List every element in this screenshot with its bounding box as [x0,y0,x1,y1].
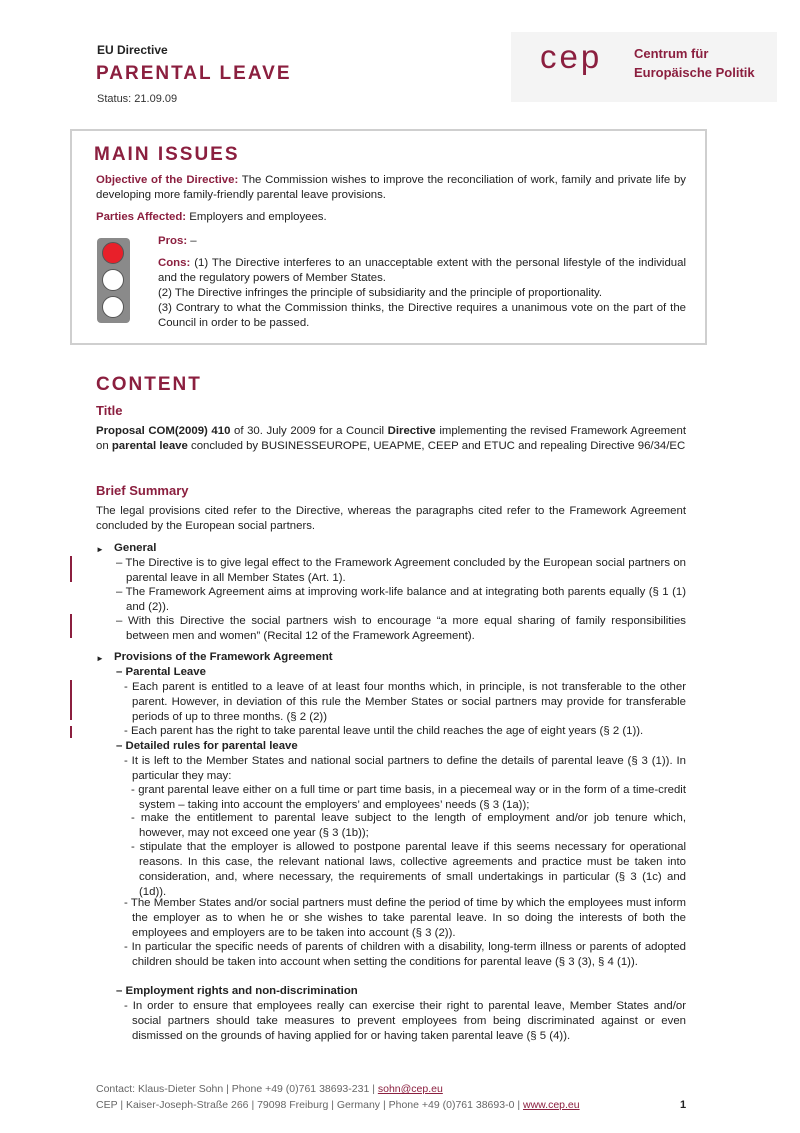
page-number: 1 [680,1099,687,1111]
main-issues-heading: MAIN ISSUES [94,144,240,165]
cons-label: Cons: [158,257,191,269]
cons-item-1: (1) The Directive interferes to an unacceptable extent with the personal lifestyle of the individual and the regulatory powers of Member States. [158,257,686,284]
pros-text: – [190,235,197,247]
pros-label: Pros: [158,235,188,247]
title-subheading: Title [96,403,123,418]
content-heading: CONTENT [96,374,202,395]
title-text-2: implementing the revised Framework Agreement on [96,425,687,452]
detailed-rules-subitem-b: - make the entitlement to parental leave subject to the length of employment and/or job tenure which, however, may not exceed one year (§ 3 (1b)); [131,812,686,839]
general-item-3: – With this Directive the social partners wish to encourage “a more equal sharing of family responsibilities between men and women” (Recital 12 of the Framework Agreement). [116,615,686,642]
detailed-rules-item-1: - It is left to the Member States and national social partners to define the details of parental leave (§ 3 (1)). In particular they may: [124,755,686,782]
change-bar [70,680,72,720]
bullet-triangle-icon: ► [96,545,104,554]
cep-logo: cep [540,38,603,75]
footer-address-text: CEP | Kaiser-Joseph-Straße 266 | 79098 Freiburg | Germany | Phone +49 (0)761 38693-0 | [96,1099,523,1111]
detailed-rules-subheading: – Detailed rules for parental leave [116,740,298,752]
objective-text: The Commission wishes to improve the reconciliation of work, family and private life by developing more family-friendly parental leave provisions. [96,174,686,201]
change-bar [70,726,72,738]
change-bar [70,556,72,582]
brief-summary-subheading: Brief Summary [96,483,189,498]
parental-leave-subheading: – Parental Leave [116,666,206,678]
organization-name-line1: Centrum für [634,46,709,61]
title-text-3: concluded by BUSINESSEUROPE, UEAPME, CEEP and ETUC and repealing Directive 96/34/EC [187,440,686,452]
cons-paragraph [158,256,686,331]
employment-rights-subheading: – Employment rights and non-discrimination [116,985,358,997]
objective-label: Objective of the Directive: [96,174,239,186]
amber-light-icon [102,269,124,291]
footer-contact-text: Contact: Klaus-Dieter Sohn | Phone +49 (0)761 38693-231 | [96,1083,378,1095]
title-parental-leave: parental leave [111,440,188,452]
contact-email-link[interactable]: sohn@cep.eu [377,1083,443,1095]
parental-leave-item-1: - Each parent is entitled to a leave of at least four months which, in principle, is not transferable to the other parent. However, in deviation of this rule the Member States or social partners may provide for transferable periods of up to three months. (§ 2 (2)) [124,681,686,723]
change-bar [70,614,72,638]
cons-item-2: (2) The Directive infringes the principle of subsidiarity and the principle of proportionality. [158,287,603,299]
red-light-icon [102,242,124,264]
document-title: PARENTAL LEAVE [96,63,292,84]
cons-item-3: (3) Contrary to what the Commission thinks, the Directive requires a unanimous vote on the part of the Council in order to be passed. [158,302,686,329]
organization-name-line2: Europäische Politik [634,65,755,80]
pros-paragraph [158,234,686,249]
detailed-rules-item-3: - In particular the specific needs of parents of children with a disability, long-term illness or parents of adopted children should be taken into account when setting the conditions for parental leave (§ 3 (3), § 4 (1)). [124,941,686,968]
objective-paragraph [96,173,686,203]
organization-name [634,44,755,82]
detailed-rules-item-2: - The Member States and/or social partners must define the period of time by which the employees must inform the employer as to when he or she wishes to take parental leave. In so doing the interests of both the employees and employers are to be taken into account (§ 3 (2)). [124,897,686,939]
bullet-triangle-icon: ► [96,654,104,663]
parties-paragraph [96,210,686,225]
detailed-rules-subitem-a: - grant parental leave either on a full time or part time basis, in a piecemeal way or in the form of a time-credit system – taking into account the employers’ and employees’ needs (§ 3 (1a)); [131,784,686,811]
detailed-rules-subitem-c: - stipulate that the employer is allowed to postpone parental leave if this seems necessary for operational reasons. In this case, the relevant national laws, collective agreements and practice must be taken into consideration, and, where necessary, the requirements of small undertakings in particular (§ 3 (1c) and (1d)). [131,841,686,898]
title-text-1: of 30. July 2009 for a Council [230,425,388,437]
proposal-reference: Proposal COM(2009) 410 [96,425,231,437]
summary-intro: The legal provisions cited refer to the Directive, whereas the paragraphs cited refer to the Framework Agreement concluded by the European social partners. [96,505,686,532]
document-kicker: EU Directive [97,43,168,57]
footer-contact-line [96,1083,443,1095]
provisions-heading: Provisions of the Framework Agreement [114,651,333,663]
title-directive: Directive [387,425,436,437]
general-heading: General [114,542,157,554]
parties-text: Employers and employees. [189,211,327,223]
parental-leave-item-2: - Each parent has the right to take parental leave until the child reaches the age of eight years (§ 2 (1)). [124,725,644,737]
employment-rights-item-1: - In order to ensure that employees really can exercise their right to parental leave, Member States and/or social partners should take measures to prevent employees from being discriminated against or even dismissed on the grounds of having applied for or having taken parental leave (§ 5 (4)). [124,1000,686,1042]
general-item-2: – The Framework Agreement aims at improving work-life balance and at integrating both parents equally (§ 1 (1) and (2)). [116,586,686,613]
parties-label: Parties Affected: [96,211,187,223]
website-link[interactable]: www.cep.eu [522,1099,580,1111]
general-item-1: – The Directive is to give legal effect to the Framework Agreement concluded by the European social partners on parental leave in all Member States (Art. 1). [116,557,686,584]
traffic-light-icon [97,238,130,323]
title-paragraph [96,424,686,454]
footer-address-line [96,1099,580,1111]
document-status: Status: 21.09.09 [97,93,178,105]
green-light-icon [102,296,124,318]
